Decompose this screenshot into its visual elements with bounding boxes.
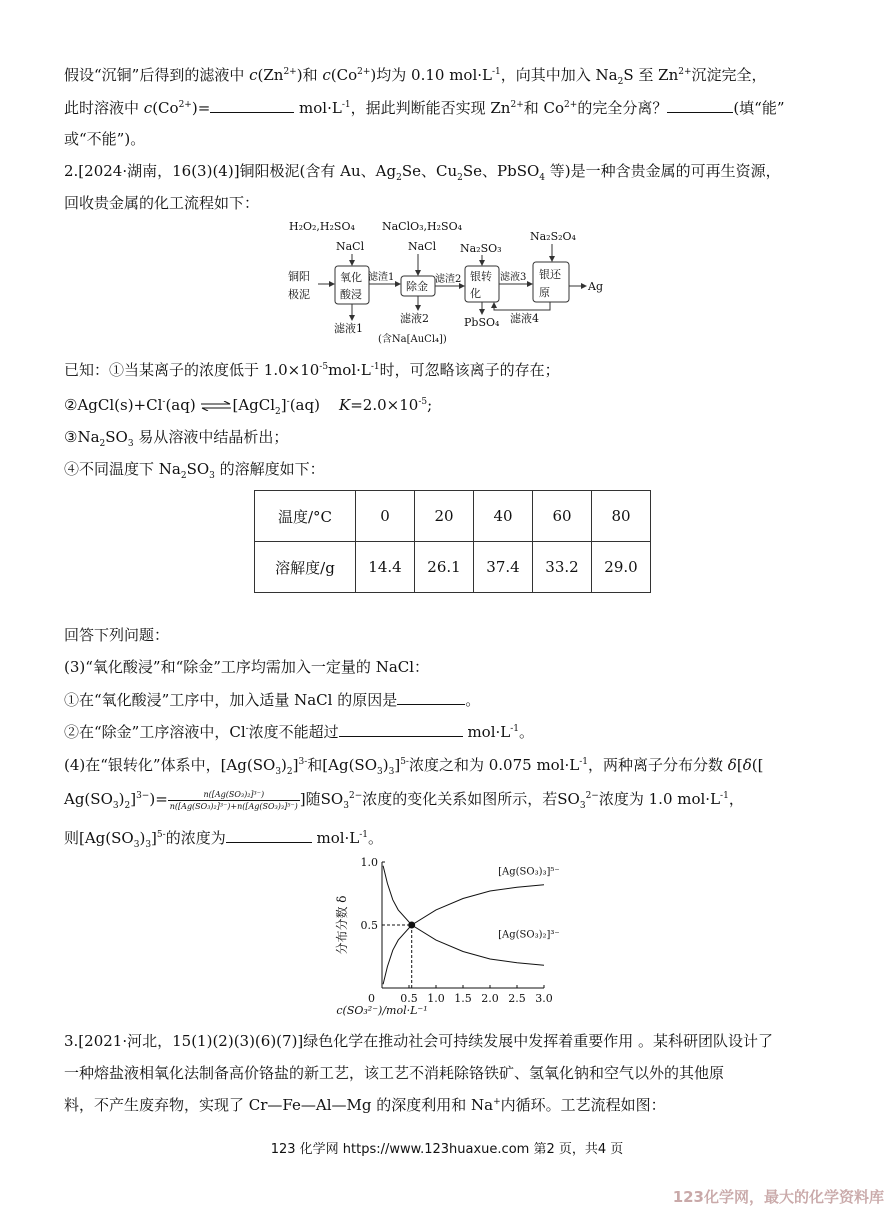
svg-text:原: 原 [539, 286, 550, 299]
svg-text:Na₂S₂O₄: Na₂S₂O₄ [530, 230, 576, 243]
y-tick-label: 1.0 [360, 856, 378, 869]
solubility-table [254, 490, 651, 593]
table-cell: 33.2 [533, 542, 592, 593]
equilibrium-arrow-icon [200, 401, 232, 411]
svg-text:滤液3: 滤液3 [500, 272, 527, 283]
text-line: (3)“氧化酸浸”和“除金”工序均需加入一定量的 NaCl： [64, 658, 430, 676]
series-line [383, 866, 544, 966]
table-row [255, 491, 651, 542]
text-line: 则$[Ag(SO_3)_3]^{5-}$的浓度为 $mol\cdot L^{-1}$。 [64, 826, 383, 849]
table-cell: 37.4 [474, 542, 533, 593]
table-cell: 80 [592, 491, 651, 542]
table-cell: 14.4 [356, 542, 415, 593]
flow-start-label: 铜阳 [288, 270, 310, 283]
table-row [255, 542, 651, 593]
table-cell: 20 [415, 491, 474, 542]
x-axis-label: c(SO₃²⁻)/mol·L⁻¹ [336, 1004, 428, 1017]
text-line: (4)在“银转化”体系中，$[Ag(SO_3)_2]^{3-}$和$[Ag(SO_3)_3]^{5-}$浓度之和为 0.075 $mol\cdot L^{-1}$，两种离子分布分数 δ[δ([ [64, 756, 764, 777]
svg-text:PbSO₄: PbSO₄ [464, 316, 500, 329]
text-line: 此时溶液中 $c(Co^{2+})= mol\cdot L^{-1}$，据此判断能否实现 $Zn^{2+}$和 $Co^{2+}$的完全分离？ (填“能” [64, 96, 785, 119]
answer-blank[interactable] [397, 688, 465, 705]
x-tick-label: 1.5 [454, 992, 472, 1005]
svg-text:化: 化 [470, 287, 481, 300]
table-cell: 40 [474, 491, 533, 542]
svg-text:滤液2: 滤液2 [400, 312, 429, 325]
intersection-point [408, 922, 415, 929]
table-cell: 0 [356, 491, 415, 542]
answer-blank[interactable] [339, 720, 463, 737]
text-line: 已知：①当某离子的浓度低于 $1.0\times 10^{-5}mol\cdot L^{-1}$时，可忽略该离子的存在； [64, 361, 560, 379]
svg-text:银还: 银还 [539, 268, 561, 281]
svg-text:Na₂SO₃: Na₂SO₃ [460, 242, 502, 255]
page-footer: 123 化学网 https://www.123huaxue.com 第2 页，共4 页 [270, 1142, 624, 1157]
x-tick-label: 3.0 [535, 992, 553, 1005]
x-tick-label: 2.0 [481, 992, 499, 1005]
svg-text:(含Na[AuCl₄]): (含Na[AuCl₄]) [378, 334, 447, 345]
question-heading: 3.[2021·河北，15(1)(2)(3)(6)(7)]绿色化学在推动社会可持续发展中发挥着重要作用 。某科研团队设计了 [64, 1032, 774, 1050]
svg-text:滤渣2: 滤渣2 [435, 274, 462, 285]
question-heading: 2.[2024·湖南，16(3)(4)]铜阳极泥(含有 Au、$Ag_2Se$、$Cu_2Se$、PbSO$_4$ 等)是一种含贵金属的可再生资源， [64, 162, 781, 183]
svg-text:H₂O₂,H₂SO₄: H₂O₂,H₂SO₄ [289, 220, 355, 233]
y-tick-label: 0.5 [360, 919, 378, 932]
svg-text:酸浸: 酸浸 [340, 288, 362, 301]
series-label: [Ag(SO₃)₂]³⁻ [498, 929, 560, 941]
text-line: $③Na_2SO_3$ 易从溶液中结晶析出； [64, 428, 289, 449]
watermark: 123化学网，最大的化学资料库 [672, 1188, 884, 1206]
svg-text:NaCl: NaCl [408, 240, 437, 253]
x-tick-label: 0.5 [400, 992, 418, 1005]
svg-text:NaCl: NaCl [336, 240, 365, 253]
text-line: 回收贵金属的化工流程如下： [64, 194, 260, 212]
answer-blank[interactable] [210, 96, 294, 113]
text-line: 料，不产生废弃物，实现了 Cr—Fe—Al—Mg 的深度利用和 Na+内循环。工艺流程如图： [64, 1096, 666, 1114]
text-line: 回答下列问题： [64, 626, 170, 644]
svg-text:氧化: 氧化 [340, 271, 362, 284]
flow-start-label: 极泥 [288, 288, 310, 301]
x-tick-label: 1.0 [427, 992, 445, 1005]
answer-blank[interactable] [667, 96, 733, 113]
table-cell: 29.0 [592, 542, 651, 593]
svg-text:银转: 银转 [470, 270, 492, 283]
x-tick-label: 2.5 [508, 992, 526, 1005]
x-tick-label: 0 [368, 992, 375, 1005]
process-flow-diagram [284, 218, 624, 350]
svg-text:滤渣1: 滤渣1 [368, 272, 395, 283]
text-line: ②在“除金”工序溶液中，Cl-浓度不能超过 $mol\cdot L^{-1}$。 [64, 720, 534, 743]
table-cell: 26.1 [415, 542, 474, 593]
series-label: [Ag(SO₃)₃]⁵⁻ [498, 866, 560, 878]
table-cell: 60 [533, 491, 592, 542]
svg-text:滤液1: 滤液1 [334, 322, 363, 335]
svg-text:除金: 除金 [406, 280, 428, 293]
text-line: ②AgCl(s)+Cl-(aq) [AgCl$_2$]-(aq) $K=2.0\times 10^{-5}$; [64, 396, 433, 417]
answer-blank[interactable] [226, 826, 312, 843]
y-axis-label: 分布分数 δ [335, 895, 349, 955]
text-line: ①在“氧化酸浸”工序中，加入适量 NaCl 的原因是 。 [64, 688, 480, 711]
svg-text:滤液4: 滤液4 [510, 312, 539, 325]
fraction: $\frac{\text{n([Ag(SO₃)₂]³⁻)}}{\text{n([Ag(SO₃)₂]³⁻)+n([Ag(SO₃)₃]⁵⁻)}}$ [169, 789, 298, 811]
text-line: 或“不能”)。 [64, 130, 146, 148]
svg-text:Ag: Ag [588, 280, 603, 293]
text-line: ④不同温度下 $Na_2SO_3$ 的溶解度如下： [64, 460, 325, 481]
text-line: 一种熔盐液相氧化法制备高价铬盐的新工艺，该工艺不消耗除铬铁矿、氢氧化钠和空气以外的其他原 [64, 1064, 725, 1082]
table-header-cell: 溶解度/g [255, 542, 356, 593]
svg-text:NaClO₃,H₂SO₄: NaClO₃,H₂SO₄ [382, 220, 463, 233]
distribution-chart [330, 852, 570, 1024]
text-line: $Ag(SO_3)_2]^{3-})=$ $\frac{\text{n([Ag(SO₃)₂]³⁻)}}{\text{n([Ag(SO₃)₂]³⁻)+n([Ag(SO₃)₃]⁵⁻)}}$ ]随$SO_3^{2-}$浓度的变化关系如图所示，若$SO_3^{2-}$浓度为 1.0 $mol\cdot L^{-1}$， [64, 789, 744, 811]
table-header-cell: 温度/°C [255, 491, 356, 542]
text-line: 假设“沉铜”后得到的滤液中 $c(Zn^{2+})$和 $c(Co^{2+})$均为 0.10 $mol\cdot L^{-1}$，向其中加入 $Na_2S$ 至 $Zn^{2+}$沉淀完全， [64, 66, 767, 87]
